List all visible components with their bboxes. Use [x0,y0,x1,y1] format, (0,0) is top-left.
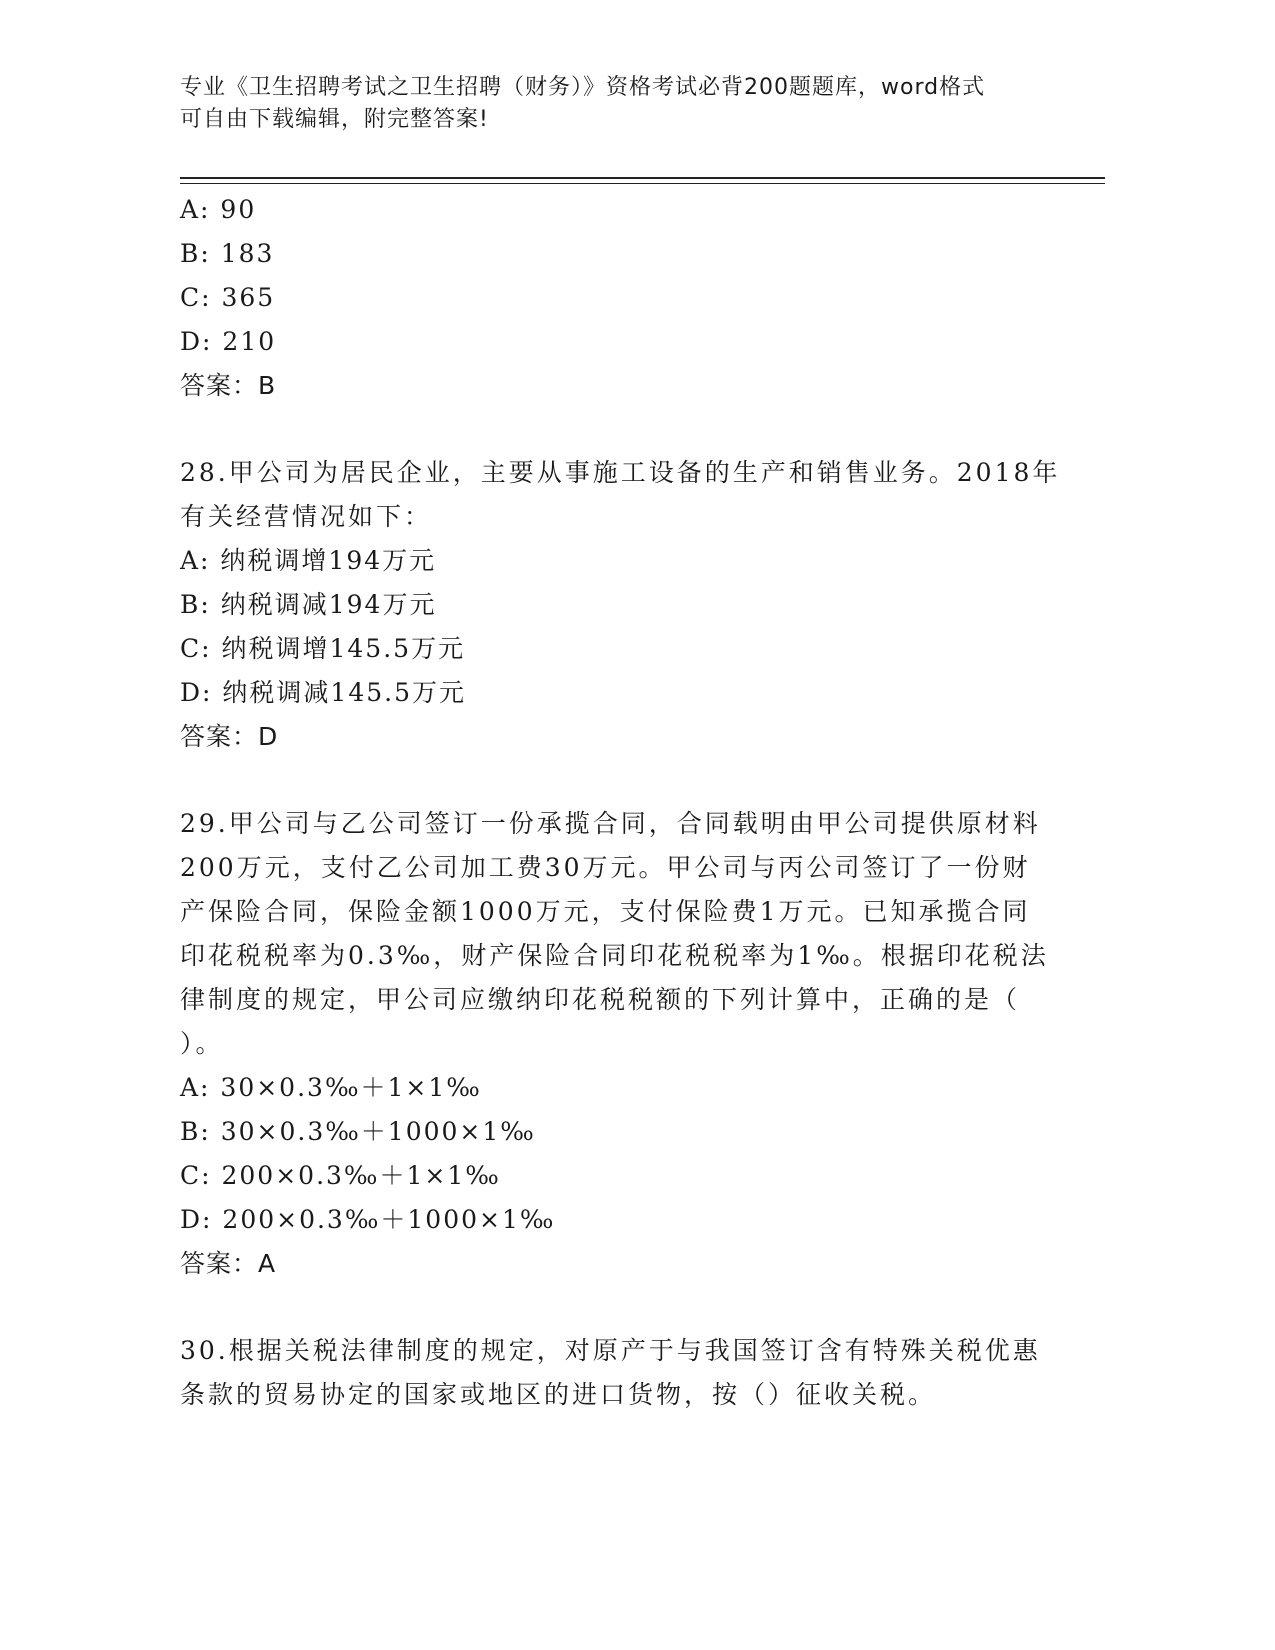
option-c: C: 纳税调增145.5万元 [180,634,466,663]
option-a: A: 纳税调增194万元 [180,546,437,575]
question-text-line: 29.甲公司与乙公司签订一份承揽合同，合同载明由甲公司提供原材料 [180,809,1041,838]
option-c: C: 365 [180,283,276,312]
option-d: D: 210 [180,327,277,356]
document-body [180,188,1060,1417]
question-text-line: 30.根据关税法律制度的规定，对原产于与我国签订含有特殊关税优惠 [180,1336,1041,1365]
option-c: C: 200×0.3‰＋1×1‰ [180,1161,501,1190]
header-rule-thin [180,183,1105,184]
question-text-line: 产保险合同，保险金额1000万元，支付保险费1万元。已知承揽合同 [180,897,1031,926]
question-text-line: 28.甲公司为居民企业，主要从事施工设备的生产和销售业务。2018年 [180,458,1061,487]
option-a: A: 90 [180,195,257,224]
option-b: B: 纳税调减194万元 [180,590,437,619]
header-line-1: 专业《卫生招聘考试之卫生招聘（财务）》资格考试必背200题题库，word格式 [180,75,986,100]
question-text-line: 律制度的规定，甲公司应缴纳印花税税额的下列计算中，正确的是（ [180,985,1021,1014]
option-a: A: 30×0.3‰＋1×1‰ [180,1073,482,1102]
answer-line: 答案：B [180,371,277,400]
question-block-28 [180,451,1060,759]
header-rule-thick [180,177,1105,179]
option-d: D: 200×0.3‰＋1000×1‰ [180,1205,556,1234]
question-text-line: 印花税税率为0.3‰，财产保险合同印花税税率为1‰。根据印花税法 [180,941,1049,970]
document-header [180,72,1060,136]
question-block-30 [180,1329,1060,1417]
question-text-line: ）。 [180,1029,224,1058]
option-b: B: 183 [180,239,275,268]
question-block-29 [180,802,1060,1286]
answer-line: 答案：A [180,1249,277,1278]
question-block-27 [180,188,1060,408]
question-text-line: 200万元，支付乙公司加工费30万元。甲公司与丙公司签订了一份财 [180,853,1031,882]
option-d: D: 纳税调减145.5万元 [180,678,466,707]
header-line-2: 可自由下载编辑，附完整答案! [180,107,489,132]
option-b: B: 30×0.3‰＋1000×1‰ [180,1117,536,1146]
question-text-line: 条款的贸易协定的国家或地区的进口货物，按（）征收关税。 [180,1380,937,1409]
answer-line: 答案：D [180,722,279,751]
question-text-line: 有关经营情况如下： [180,502,433,531]
